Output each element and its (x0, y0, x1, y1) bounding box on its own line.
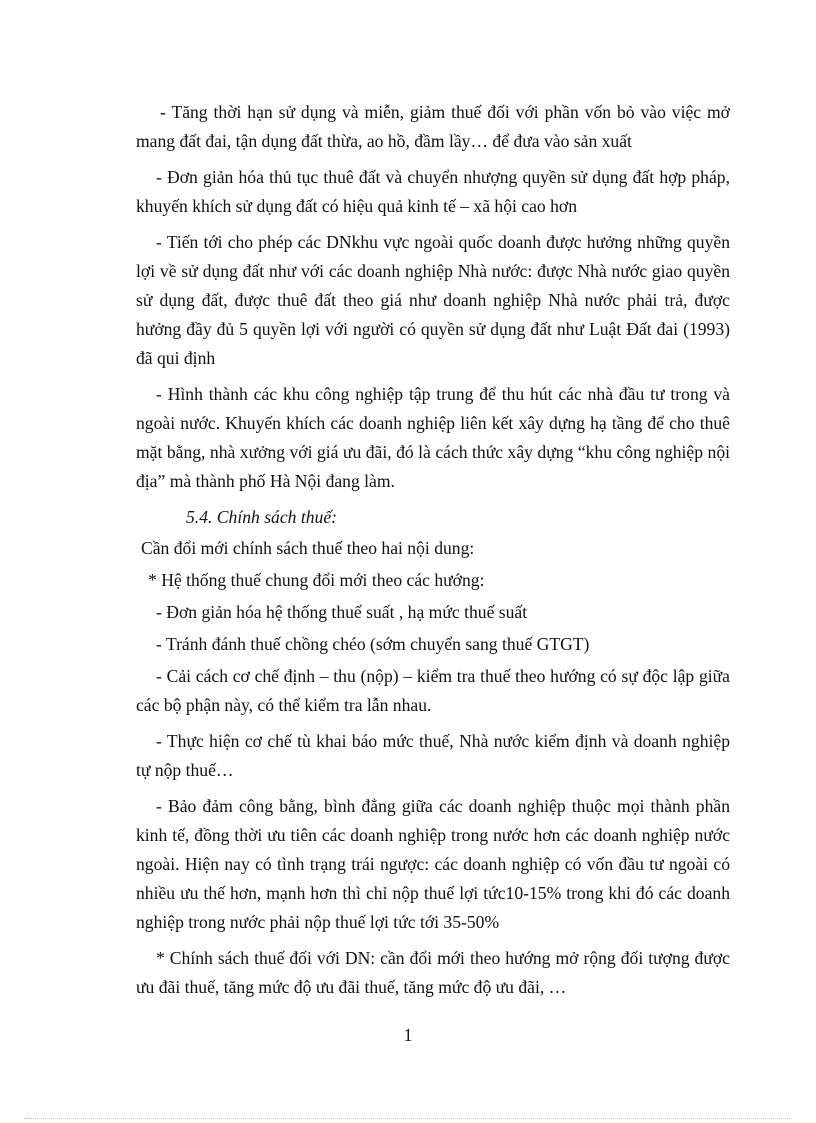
page-bottom-divider (24, 1118, 792, 1119)
paragraph-land-procedures: - Đơn giản hóa thủ tục thuê đất và chuyển nhượng quyền sử dụng đất hợp pháp, khuyến khích sử dụng đất có hiệu quả kinh tế – xã hội cao hơn (136, 167, 730, 216)
paragraph-equality: - Bảo đảm công bằng, bình đẳng giữa các doanh nghiệp thuộc mọi thành phần kinh tế, đồng thời ưu tiên các doanh nghiệp trong nước hơn các doanh nghiệp nước ngoài. Hiện nay có tình trạng trái ngược: các doanh nghiệp có vốn đầu tư ngoài có nhiều ưu thế hơn, mạnh hơn thì chỉ nộp thuế lợi tức10-15% trong khi đó các doanh nghiệp trong nước phải nộp thuế lợi tức tới 35-50% (136, 796, 730, 932)
paragraph-reform-mechanism: - Cải cách cơ chế định – thu (nộp) – kiểm tra thuế theo hướng có sự độc lập giữa các bộ phận này, có thể kiểm tra lẫn nhau. (136, 666, 730, 715)
paragraph-land-tax-term: - Tăng thời hạn sử dụng và miễn, giảm thuế đối với phần vốn bỏ vào việc mở mang đất đai, tận dụng đất thừa, ao hồ, đầm lầy… để đưa vào sản xuất (136, 102, 730, 151)
page-number: 1 (403, 1025, 413, 1045)
document-body (136, 98, 730, 1009)
paragraph-land-rights: - Tiến tới cho phép các DNkhu vực ngoài quốc doanh được hưởng những quyền lợi về sử dụng đất như với các doanh nghiệp Nhà nước: được Nhà nước giao quyền sử dụng đất, được thuê đất theo giá như doanh nghiệp Nhà nước phải trả, được hưởng đầy đủ 5 quyền lợi với người có quyền sử dụng đất như Luật Đất đai (1993) đã qui định (136, 232, 730, 368)
intro-line: Cần đổi mới chính sách thuế theo hai nội dung: (141, 538, 475, 558)
dash-line-overlap: - Tránh đánh thuế chồng chéo (sớm chuyển sang thuế GTGT) (156, 634, 590, 654)
star-line-general-tax: * Hệ thống thuế chung đổi mới theo các hướng: (148, 570, 485, 590)
paragraph-dn-tax-policy: * Chính sách thuế đối với DN: cần đổi mới theo hướng mở rộng đối tượng được ưu đãi thuế, tăng mức độ ưu đãi thuế, tăng mức độ ưu đãi, … (136, 948, 730, 997)
dash-line-simplify: - Đơn giản hóa hệ thống thuế suất , hạ mức thuế suất (156, 602, 528, 622)
paragraph-self-declare: - Thực hiện cơ chế tù khai báo mức thuế, Nhà nước kiểm định và doanh nghiệp tự nộp thuế… (136, 731, 730, 780)
section-heading-tax-policy: 5.4. Chính sách thuế: (186, 507, 337, 527)
paragraph-industrial-zones: - Hình thành các khu công nghiệp tập trung để thu hút các nhà đầu tư trong và ngoài nước. Khuyến khích các doanh nghiệp liên kết xây dựng hạ tầng để cho thuê mặt bằng, nhà xưởng với giá ưu đãi, đó là cách thức xây dựng “khu công nghiệp nội địa” mà thành phố Hà Nội đang làm. (136, 384, 730, 491)
